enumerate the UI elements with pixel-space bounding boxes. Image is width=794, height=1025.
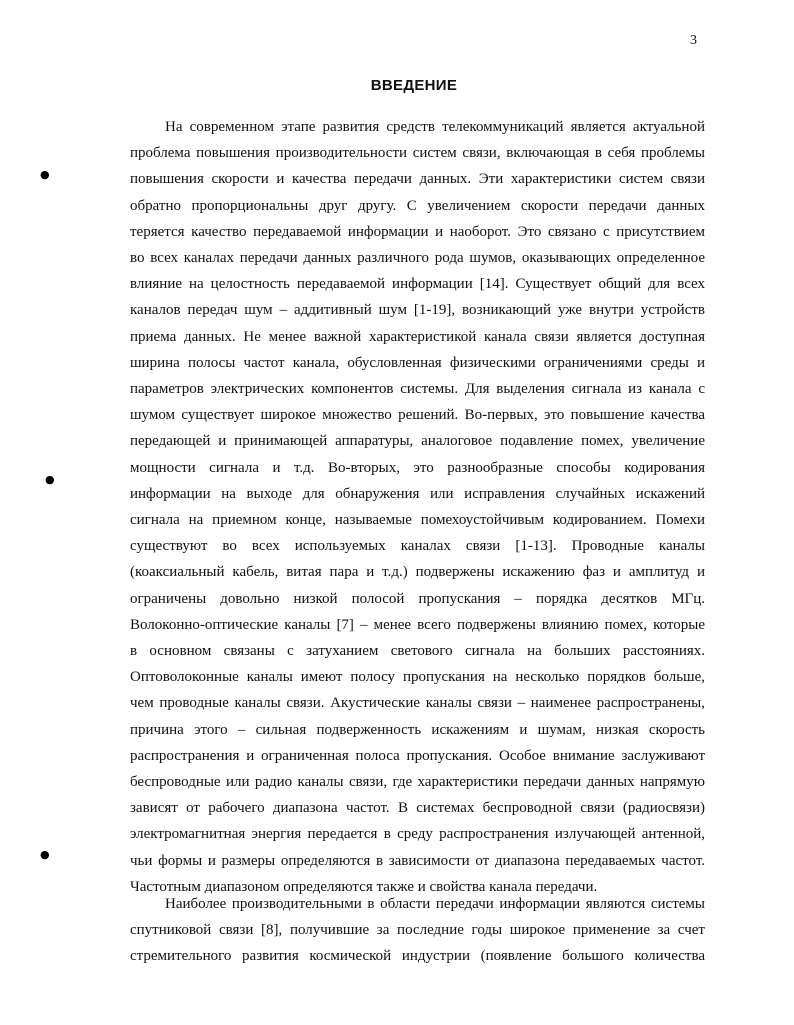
text-line: обратно пропорциональны друг другу. С увеличением скорости передачи данных: [130, 197, 705, 214]
text-line: каналов передач шум – аддитивный шум [1-19], возникающий уже внутри устройств: [130, 302, 705, 319]
text-line: распространения и ограниченная полоса пропускания. Особое внимание заслуживают: [130, 747, 705, 764]
text-line: стремительного развития космической индустрии (появление большого количества: [130, 948, 705, 965]
text-line: беспроводные или радио каналы связи, где характеристики передачи данных напрямую: [130, 774, 705, 791]
text-line: влияние на целостность передаваемой информации [14]. Существует общий для всех: [130, 276, 705, 293]
scan-speck-mark: ●: [45, 473, 55, 486]
text-line: Оптоволоконные каналы имеют полосу пропускания на несколько порядков больше,: [130, 669, 705, 686]
text-line: спутниковой связи [8], получившие за последние годы широкое применение за счет: [130, 922, 705, 939]
page-number: 3: [690, 33, 697, 48]
text-line: зависят от рабочего диапазона частот. В системах беспроводной связи (радиосвязи): [130, 800, 705, 817]
text-line: информации на выходе для обнаружения или исправления случайных искажений: [130, 485, 705, 502]
text-line: причина этого – сильная подверженность искажениям и шумам, низкая скорость: [130, 721, 705, 738]
section-heading: ВВЕДЕНИЕ: [370, 77, 458, 94]
scan-speck-mark: ●: [40, 168, 50, 181]
text-line: передающей и принимающей аппаратуры, аналоговое подавление помех, увеличение: [130, 433, 705, 450]
text-line: На современном этапе развития средств телекоммуникаций является актуальной: [165, 119, 705, 135]
text-line: Частотным диапазоном определяются также и свойства канала передачи.: [130, 878, 598, 895]
text-line: теряется качество передаваемой информации и наоборот. Это связано с присутствием: [130, 223, 705, 240]
text-line: (коаксиальный кабель, витая пара и т.д.) подвержены искажению фаз и амплитуд и: [130, 564, 705, 581]
paragraph-2: [130, 891, 705, 970]
text-line: параметров электрических компонентов системы. Для выделения сигнала из канала с: [130, 381, 705, 398]
text-line: существуют во всех используемых каналах связи [1-13]. Проводные каналы: [130, 538, 705, 555]
text-line: чем проводные каналы связи. Акустические каналы связи – наименее распространены,: [130, 695, 705, 712]
text-line: Наиболее производительными в области передачи информации являются системы: [165, 896, 705, 912]
text-line: ширина полосы частот канала, обусловленная физическими ограничениями среды и: [130, 354, 705, 371]
text-line: повышения скорости и качества передачи данных. Эти характеристики систем связи: [130, 171, 705, 188]
text-line: приема данных. Не менее важной характеристикой канала связи является доступная: [130, 328, 705, 345]
scan-speck-mark: ●: [40, 848, 50, 861]
paragraph-1: [130, 114, 705, 900]
text-line: в основном связаны с затуханием светового сигнала на больших расстояниях.: [130, 643, 705, 660]
text-line: ограничены довольно низкой полосой пропускания – порядка десятков МГц.: [130, 590, 705, 607]
text-line: Волоконно-оптические каналы [7] – менее всего подвержены влиянию помех, которые: [130, 616, 705, 633]
text-line: чьи формы и размеры определяются в зависимости от диапазона передаваемых частот.: [130, 852, 705, 869]
text-line: шумом существует широкое множество решений. Во-первых, это повышение качества: [130, 407, 705, 424]
text-line: электромагнитная энергия передается в среду распространения излучающей антенной,: [130, 826, 705, 843]
text-line: проблема повышения производительности систем связи, включающая в себя проблемы: [130, 145, 705, 162]
text-line: мощности сигнала и т.д. Во-вторых, это разнообразные способы кодирования: [130, 459, 705, 476]
text-line: во всех каналах передачи данных различного рода шумов, оказывающих определенное: [130, 250, 705, 267]
text-line: сигнала на приемном конце, называемые помехоустойчивым кодированием. Помехи: [130, 512, 705, 529]
